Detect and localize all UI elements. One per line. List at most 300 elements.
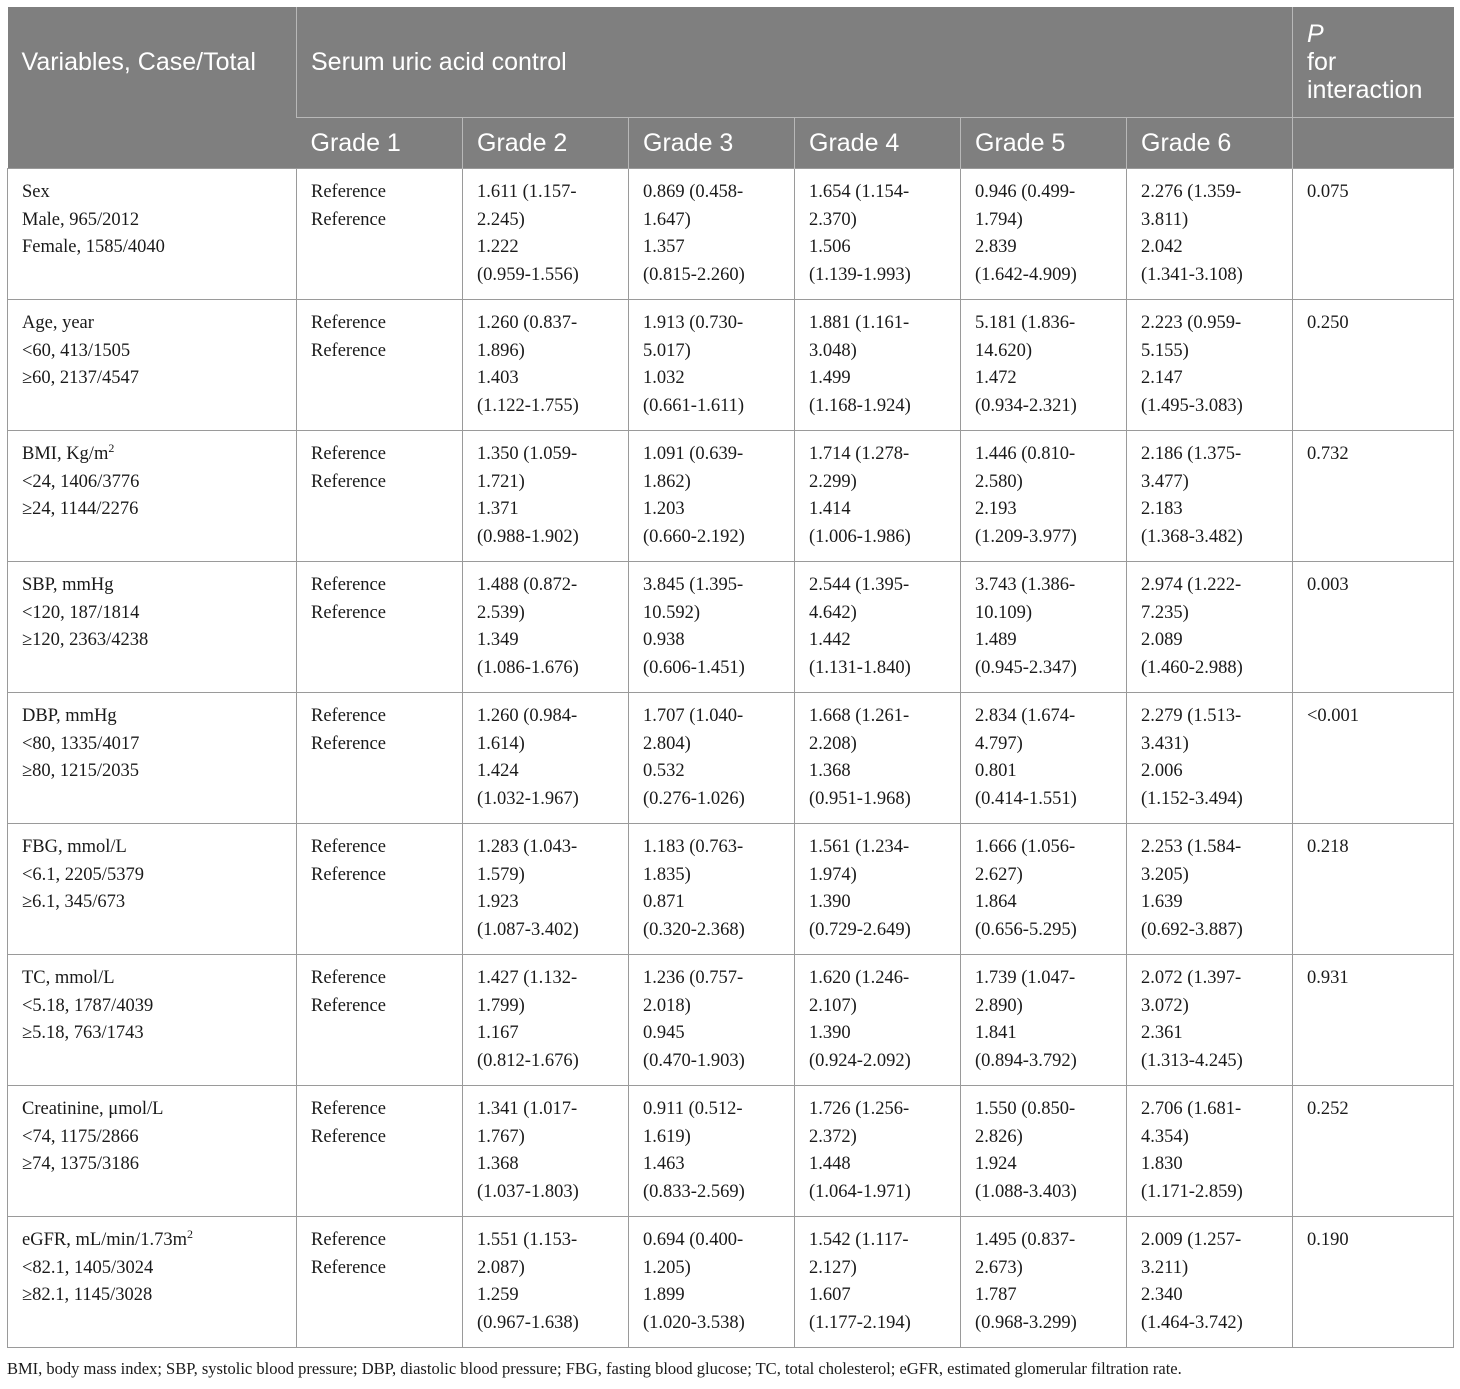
- g3-cell: [629, 955, 795, 1086]
- reference-label: Reference: [311, 1257, 386, 1278]
- p-symbol: P: [1307, 20, 1324, 48]
- grade1-cell: [297, 562, 463, 693]
- p-value-cell: <0.001: [1293, 693, 1454, 824]
- g5-cell: [961, 693, 1127, 824]
- value-line: (0.606-1.451): [643, 657, 745, 678]
- superscript: 2: [108, 440, 115, 455]
- value-line: 0.694 (0.400-: [643, 1230, 744, 1250]
- value-line: 1.550 (0.850-: [975, 1099, 1076, 1119]
- value-line: 1.349: [477, 630, 519, 651]
- value-line: (0.656-5.295): [975, 919, 1077, 940]
- value-line: (0.320-2.368): [643, 919, 745, 940]
- value-line: 1.830: [1141, 1154, 1183, 1175]
- g6-cell: [1127, 300, 1293, 431]
- table-row: [8, 300, 1454, 431]
- value-line: (0.812-1.676): [477, 1050, 579, 1071]
- value-line: 1.341 (1.017-: [477, 1099, 578, 1119]
- value-line: (1.131-1.840): [809, 657, 911, 678]
- grade1-cell: [297, 300, 463, 431]
- value-line: 2.340: [1141, 1285, 1183, 1306]
- value-line: 2.627): [975, 864, 1023, 885]
- value-line: (1.341-3.108): [1141, 264, 1243, 285]
- value-line: 0.869 (0.458-: [643, 182, 744, 202]
- g3-cell: [629, 824, 795, 955]
- value-line: 2.127): [809, 1257, 857, 1278]
- g4-cell: [795, 824, 961, 955]
- value-line: 5.181 (1.836-: [975, 313, 1076, 333]
- value-line: 1.923: [477, 892, 519, 913]
- value-line: (0.968-3.299): [975, 1312, 1077, 1333]
- reference-label: Reference: [311, 1126, 386, 1147]
- value-line: 7.235): [1141, 602, 1189, 623]
- reference-label: Reference: [311, 575, 386, 595]
- grade1-cell: [297, 169, 463, 300]
- value-line: 1.446 (0.810-: [975, 444, 1076, 464]
- variable-title: FBG, mmol/L: [22, 837, 127, 857]
- value-line: 0.938: [643, 630, 685, 651]
- value-line: (0.414-1.551): [975, 788, 1077, 809]
- reference-label: Reference: [311, 1230, 386, 1250]
- value-line: 1.620 (1.246-: [809, 968, 910, 988]
- table-row: [8, 693, 1454, 824]
- value-line: 1.448: [809, 1154, 851, 1175]
- value-line: 1.864: [975, 892, 1017, 913]
- g6-cell: [1127, 1217, 1293, 1348]
- value-line: 1.974): [809, 864, 857, 885]
- value-line: 3.811): [1141, 209, 1189, 230]
- value-line: 2.087): [477, 1257, 525, 1278]
- g6-cell: [1127, 824, 1293, 955]
- g3-cell: [629, 169, 795, 300]
- value-line: 1.390: [809, 892, 851, 913]
- grade-header: Grade 2: [463, 118, 629, 169]
- g5-cell: [961, 169, 1127, 300]
- value-line: 2.072 (1.397-: [1141, 968, 1242, 988]
- subgroup-2: ≥6.1, 345/673: [22, 892, 126, 913]
- variable-title: SBP, mmHg: [22, 575, 114, 595]
- subgroup-2: Female, 1585/4040: [22, 237, 165, 258]
- variable-cell: [8, 169, 297, 300]
- value-line: 1.371: [477, 499, 519, 520]
- g6-cell: [1127, 1086, 1293, 1217]
- value-line: 2.089: [1141, 630, 1183, 651]
- subgroup-1: <74, 1175/2866: [22, 1126, 139, 1147]
- superscript: 2: [186, 1226, 193, 1241]
- subgroup-2: ≥5.18, 763/1743: [22, 1023, 144, 1044]
- value-line: 3.743 (1.386-: [975, 575, 1076, 595]
- value-line: 1.424: [477, 761, 519, 782]
- value-line: 1.714 (1.278-: [809, 444, 910, 464]
- value-line: 1.167: [477, 1023, 519, 1044]
- value-line: 0.801: [975, 761, 1017, 782]
- footnote: BMI, body mass index; SBP, systolic blood pressure; DBP, diastolic blood pressure; FBG, fasting blood glucose; TC, total cholesterol; eGFR, estimated glomerular filtration rate.: [7, 1359, 1182, 1378]
- value-line: (1.086-1.676): [477, 657, 579, 678]
- g3-cell: [629, 431, 795, 562]
- subgroup-1: <5.18, 1787/4039: [22, 995, 154, 1016]
- g5-cell: [961, 431, 1127, 562]
- value-line: (0.967-1.638): [477, 1312, 579, 1333]
- p-value-cell: 0.732: [1293, 431, 1454, 562]
- table-row: [8, 431, 1454, 562]
- value-line: 1.463: [643, 1154, 685, 1175]
- value-line: (1.168-1.924): [809, 395, 911, 416]
- variable-cell: [8, 300, 297, 431]
- value-line: 3.072): [1141, 995, 1189, 1016]
- value-line: 1.668 (1.261-: [809, 706, 910, 726]
- variable-title: DBP, mmHg: [22, 706, 117, 726]
- g2-cell: [463, 300, 629, 431]
- value-line: 1.647): [643, 209, 691, 230]
- value-line: 1.862): [643, 471, 691, 492]
- value-line: 1.222: [477, 237, 519, 258]
- value-line: 2.183: [1141, 499, 1183, 520]
- value-line: 1.357: [643, 237, 685, 258]
- value-line: (0.934-2.321): [975, 395, 1077, 416]
- value-line: 2.147: [1141, 368, 1183, 389]
- subgroup-table: [7, 7, 1454, 1348]
- value-line: 5.155): [1141, 340, 1189, 361]
- variable-title: eGFR, mL/min/1.73m: [22, 1230, 187, 1250]
- g4-cell: [795, 1217, 961, 1348]
- g5-cell: [961, 562, 1127, 693]
- value-line: (1.177-2.194): [809, 1312, 911, 1333]
- g4-cell: [795, 562, 961, 693]
- value-line: 1.666 (1.056-: [975, 837, 1076, 857]
- value-line: 0.532: [643, 761, 685, 782]
- table-row: [8, 1086, 1454, 1217]
- value-line: 1.787: [975, 1285, 1017, 1306]
- value-line: 2.974 (1.222-: [1141, 575, 1242, 595]
- subgroup-1: <82.1, 1405/3024: [22, 1257, 154, 1278]
- value-line: 1.561 (1.234-: [809, 837, 910, 857]
- grade1-cell: [297, 824, 463, 955]
- value-line: 3.431): [1141, 733, 1189, 754]
- value-line: 2.223 (0.959-: [1141, 313, 1242, 333]
- value-line: (0.470-1.903): [643, 1050, 745, 1071]
- subgroup-1: Male, 965/2012: [22, 209, 140, 230]
- value-line: 0.946 (0.499-: [975, 182, 1076, 202]
- value-line: 1.283 (1.043-: [477, 837, 578, 857]
- value-line: 3.845 (1.395-: [643, 575, 744, 595]
- variable-cell: [8, 1086, 297, 1217]
- grade1-cell: [297, 1086, 463, 1217]
- table-row: [8, 169, 1454, 300]
- variable-cell: [8, 693, 297, 824]
- p-for: for: [1307, 48, 1337, 76]
- value-line: 1.841: [975, 1023, 1017, 1044]
- p-interaction: interaction: [1307, 76, 1423, 104]
- value-line: (1.088-3.403): [975, 1181, 1077, 1202]
- value-line: 1.495 (0.837-: [975, 1230, 1076, 1250]
- reference-label: Reference: [311, 313, 386, 333]
- subgroup-1: <120, 187/1814: [22, 602, 140, 623]
- grade-header: Grade 5: [961, 118, 1127, 169]
- value-line: 2.804): [643, 733, 691, 754]
- subgroup-2: ≥60, 2137/4547: [22, 368, 140, 389]
- value-line: 1.489: [975, 630, 1017, 651]
- value-line: 1.427 (1.132-: [477, 968, 578, 988]
- value-line: 2.580): [975, 471, 1023, 492]
- value-line: 1.499: [809, 368, 851, 389]
- value-line: 0.945: [643, 1023, 685, 1044]
- reference-label: Reference: [311, 1099, 386, 1119]
- value-line: 1.414: [809, 499, 851, 520]
- group-header: Serum uric acid control: [297, 7, 1293, 118]
- g6-cell: [1127, 562, 1293, 693]
- value-line: 1.881 (1.161-: [809, 313, 910, 333]
- value-line: 2.834 (1.674-: [975, 706, 1076, 726]
- value-line: 1.913 (0.730-: [643, 313, 744, 333]
- value-line: 1.368: [477, 1154, 519, 1175]
- value-line: (0.661-1.611): [643, 395, 745, 416]
- value-line: (0.951-1.968): [809, 788, 911, 809]
- value-line: 0.911 (0.512-: [643, 1099, 743, 1119]
- g6-cell: [1127, 431, 1293, 562]
- value-line: 1.488 (0.872-: [477, 575, 578, 595]
- subgroup-2: ≥24, 1144/2276: [22, 499, 139, 520]
- value-line: 3.211): [1141, 1257, 1189, 1278]
- subgroup-2: ≥80, 1215/2035: [22, 761, 140, 782]
- value-line: (0.833-2.569): [643, 1181, 745, 1202]
- reference-label: Reference: [311, 471, 386, 492]
- value-line: 2.009 (1.257-: [1141, 1230, 1242, 1250]
- value-line: (1.032-1.967): [477, 788, 579, 809]
- g2-cell: [463, 562, 629, 693]
- g6-cell: [1127, 955, 1293, 1086]
- value-line: 1.260 (0.984-: [477, 706, 578, 726]
- value-line: 2.042: [1141, 237, 1183, 258]
- g2-cell: [463, 824, 629, 955]
- value-line: 2.361: [1141, 1023, 1183, 1044]
- value-line: (1.122-1.755): [477, 395, 579, 416]
- value-line: 1.579): [477, 864, 525, 885]
- value-line: (0.276-1.026): [643, 788, 745, 809]
- value-line: 1.835): [643, 864, 691, 885]
- value-line: 2.539): [477, 602, 525, 623]
- variable-cell: [8, 955, 297, 1086]
- value-line: 2.826): [975, 1126, 1023, 1147]
- reference-label: Reference: [311, 733, 386, 754]
- variable-cell: [8, 431, 297, 562]
- value-line: (1.642-4.909): [975, 264, 1077, 285]
- reference-label: Reference: [311, 209, 386, 230]
- grade-header: Grade 4: [795, 118, 961, 169]
- value-line: 1.205): [643, 1257, 691, 1278]
- variable-cell: [8, 824, 297, 955]
- g4-cell: [795, 431, 961, 562]
- value-line: 1.183 (0.763-: [643, 837, 744, 857]
- value-line: 1.799): [477, 995, 525, 1016]
- value-line: 1.551 (1.153-: [477, 1230, 578, 1250]
- table-row: [8, 562, 1454, 693]
- value-line: 2.372): [809, 1126, 857, 1147]
- value-line: 2.186 (1.375-: [1141, 444, 1242, 464]
- value-line: 2.107): [809, 995, 857, 1016]
- value-line: 1.639: [1141, 892, 1183, 913]
- subgroup-2: ≥82.1, 1145/3028: [22, 1285, 153, 1306]
- value-line: 1.707 (1.040-: [643, 706, 744, 726]
- value-line: 2.706 (1.681-: [1141, 1099, 1242, 1119]
- g4-cell: [795, 1086, 961, 1217]
- value-line: (1.368-3.482): [1141, 526, 1243, 547]
- g2-cell: [463, 431, 629, 562]
- value-line: 14.620): [975, 340, 1033, 361]
- reference-label: Reference: [311, 864, 386, 885]
- value-line: 1.614): [477, 733, 525, 754]
- value-line: (1.006-1.986): [809, 526, 911, 547]
- g3-cell: [629, 1086, 795, 1217]
- g2-cell: [463, 1086, 629, 1217]
- variable-title: TC, mmol/L: [22, 968, 115, 988]
- variable-title: Age, year: [22, 313, 94, 333]
- value-line: 2.839: [975, 237, 1017, 258]
- value-line: 1.403: [477, 368, 519, 389]
- value-line: (0.924-2.092): [809, 1050, 911, 1071]
- g4-cell: [795, 169, 961, 300]
- value-line: 2.253 (1.584-: [1141, 837, 1242, 857]
- g2-cell: [463, 169, 629, 300]
- value-line: 3.205): [1141, 864, 1189, 885]
- g4-cell: [795, 955, 961, 1086]
- p-value-cell: 0.190: [1293, 1217, 1454, 1348]
- p-interaction-header: [1293, 7, 1454, 118]
- value-line: 2.890): [975, 995, 1023, 1016]
- subgroup-2: ≥120, 2363/4238: [22, 630, 149, 651]
- value-line: 2.673): [975, 1257, 1023, 1278]
- table-row: [8, 824, 1454, 955]
- g2-cell: [463, 1217, 629, 1348]
- value-line: (0.894-3.792): [975, 1050, 1077, 1071]
- value-line: 1.896): [477, 340, 525, 361]
- value-line: 1.739 (1.047-: [975, 968, 1076, 988]
- g5-cell: [961, 1086, 1127, 1217]
- value-line: 1.259: [477, 1285, 519, 1306]
- value-line: 1.542 (1.117-: [809, 1230, 909, 1250]
- value-line: 4.797): [975, 733, 1023, 754]
- value-line: 1.236 (0.757-: [643, 968, 744, 988]
- value-line: (1.087-3.402): [477, 919, 579, 940]
- g6-cell: [1127, 693, 1293, 824]
- value-line: 1.899: [643, 1285, 685, 1306]
- p-value-cell: 0.218: [1293, 824, 1454, 955]
- value-line: 1.721): [477, 471, 525, 492]
- grade1-cell: [297, 955, 463, 1086]
- value-line: 1.607: [809, 1285, 851, 1306]
- g4-cell: [795, 693, 961, 824]
- p-value-cell: 0.250: [1293, 300, 1454, 431]
- subgroup-1: <80, 1335/4017: [22, 733, 140, 754]
- value-line: 1.767): [477, 1126, 525, 1147]
- subgroup-1: <6.1, 2205/5379: [22, 864, 144, 885]
- variable-title: BMI, Kg/m: [22, 444, 109, 464]
- value-line: 1.442: [809, 630, 851, 651]
- subgroup-2: ≥74, 1375/3186: [22, 1154, 140, 1175]
- value-line: (1.152-3.494): [1141, 788, 1243, 809]
- reference-label: Reference: [311, 968, 386, 988]
- value-line: 2.208): [809, 733, 857, 754]
- value-line: 2.193: [975, 499, 1017, 520]
- value-line: 1.619): [643, 1126, 691, 1147]
- grade-header: Grade 3: [629, 118, 795, 169]
- value-line: 1.794): [975, 209, 1023, 230]
- value-line: 1.654 (1.154-: [809, 182, 910, 202]
- value-line: 2.544 (1.395-: [809, 575, 910, 595]
- variable-title: Sex: [22, 182, 50, 202]
- value-line: 2.299): [809, 471, 857, 492]
- subgroup-1: <60, 413/1505: [22, 340, 131, 361]
- g4-cell: [795, 300, 961, 431]
- g5-cell: [961, 1217, 1127, 1348]
- p-header-blank: [1293, 118, 1454, 169]
- value-line: (0.692-3.887): [1141, 919, 1243, 940]
- variable-cell: [8, 562, 297, 693]
- value-line: 0.871: [643, 892, 685, 913]
- value-line: (1.313-4.245): [1141, 1050, 1243, 1071]
- value-line: 1.032: [643, 368, 685, 389]
- value-line: 1.390: [809, 1023, 851, 1044]
- value-line: 1.203: [643, 499, 685, 520]
- reference-label: Reference: [311, 837, 386, 857]
- value-line: 1.506: [809, 237, 851, 258]
- value-line: (1.460-2.988): [1141, 657, 1243, 678]
- g5-cell: [961, 824, 1127, 955]
- value-line: 3.048): [809, 340, 857, 361]
- value-line: (0.945-2.347): [975, 657, 1077, 678]
- value-line: (1.464-3.742): [1141, 1312, 1243, 1333]
- value-line: 1.260 (0.837-: [477, 313, 578, 333]
- g3-cell: [629, 300, 795, 431]
- value-line: (0.959-1.556): [477, 264, 579, 285]
- value-line: 2.370): [809, 209, 857, 230]
- reference-label: Reference: [311, 340, 386, 361]
- g3-cell: [629, 693, 795, 824]
- value-line: 2.245): [477, 209, 525, 230]
- p-value-cell: 0.931: [1293, 955, 1454, 1086]
- table-row: [8, 1217, 1454, 1348]
- value-line: 4.354): [1141, 1126, 1189, 1147]
- value-line: (1.209-3.977): [975, 526, 1077, 547]
- value-line: 2.276 (1.359-: [1141, 182, 1242, 202]
- grade-header: Grade 1: [297, 118, 463, 169]
- value-line: (1.139-1.993): [809, 264, 911, 285]
- grade1-cell: [297, 693, 463, 824]
- variable-cell: [8, 1217, 297, 1348]
- value-line: 1.368: [809, 761, 851, 782]
- value-line: 1.611 (1.157-: [477, 182, 577, 202]
- table-body: [8, 169, 1454, 1348]
- p-value-cell: 0.003: [1293, 562, 1454, 693]
- reference-label: Reference: [311, 995, 386, 1016]
- value-line: (0.815-2.260): [643, 264, 745, 285]
- g5-cell: [961, 955, 1127, 1086]
- g3-cell: [629, 1217, 795, 1348]
- value-line: (1.020-3.538): [643, 1312, 745, 1333]
- g5-cell: [961, 300, 1127, 431]
- value-line: (0.660-2.192): [643, 526, 745, 547]
- value-line: 3.477): [1141, 471, 1189, 492]
- value-line: 4.642): [809, 602, 857, 623]
- variable-title: Creatinine, μmol/L: [22, 1099, 164, 1119]
- grade1-cell: [297, 431, 463, 562]
- reference-label: Reference: [311, 444, 386, 464]
- value-line: 2.018): [643, 995, 691, 1016]
- value-line: (1.064-1.971): [809, 1181, 911, 1202]
- g2-cell: [463, 693, 629, 824]
- reference-label: Reference: [311, 602, 386, 623]
- table-row: [8, 955, 1454, 1086]
- value-line: 1.350 (1.059-: [477, 444, 578, 464]
- p-value-cell: 0.075: [1293, 169, 1454, 300]
